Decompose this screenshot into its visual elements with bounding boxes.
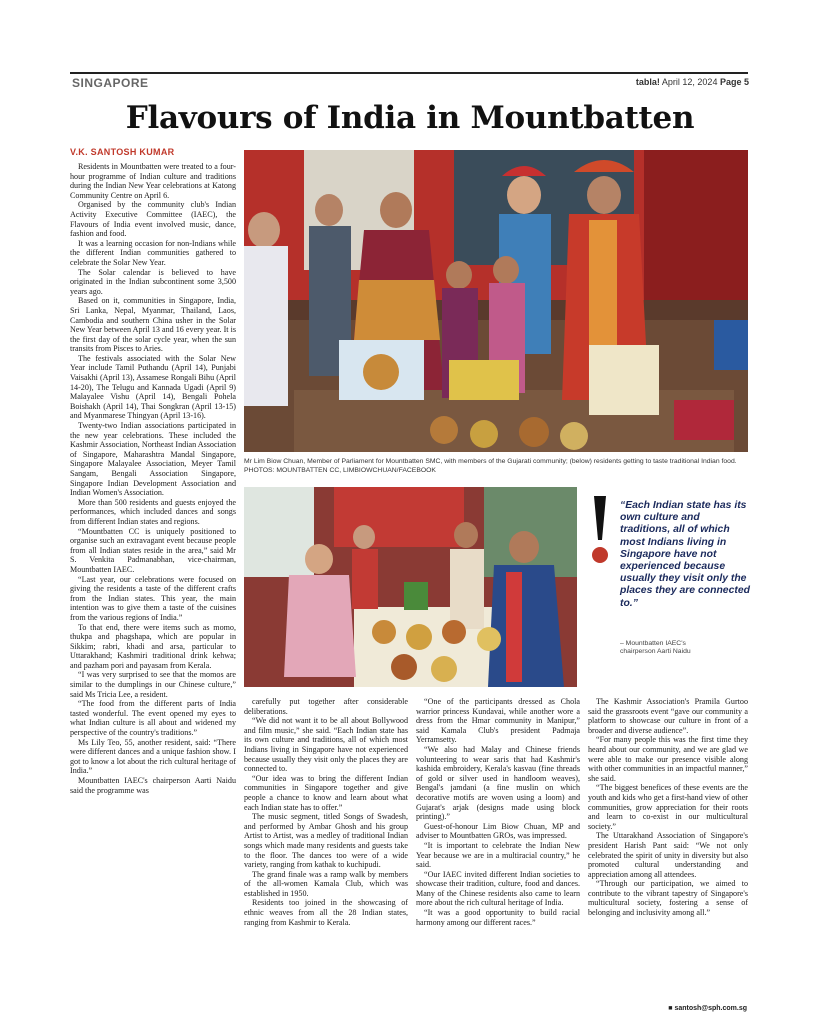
paragraph: “We also had Malay and Chinese friends volunteering to wear saris that had Kashmir's kashida embroidery, Kerala's kasvau (fine threads of gold or silver used in handloom weaves), Bengal's jamdani (a fine muslin on which decorative motifs are woven using a loom) and Gujarat's arjak (designs made using block printing).”	[416, 744, 580, 822]
issue-date: April 12, 2024	[661, 77, 718, 87]
paragraph: “The food from the different parts of India tasted wonderful. The event opened my eyes to what Indian culture is all about and widened my perspective of the country's traditions.”	[70, 699, 236, 738]
paragraph: “Last year, our celebrations were focused on giving the residents a taste of the different crafts from the Indian states. This year, the main intention was to give them a taste of the cuisines from the various regions of India.”	[70, 574, 236, 622]
paragraph: The Kashmir Association's Pramila Gurtoo said the grassroots event “gave our community a platform to showcase our culture in front of a broader and diverse audience”.	[588, 697, 748, 735]
publication-name: tabla!	[635, 77, 660, 87]
pullquote-mark-icon	[588, 494, 612, 566]
photo-credit: PHOTOS: MOUNTBATTEN CC, LIMBIOWCHUAN/FACEBOOK	[244, 466, 436, 474]
paragraph: Twenty-two Indian associations participated in the new year celebrations. These included the Kashmir Association, Northeast Indian Association of Singapore, Maharashtra Mandal Singapore, Singapore Malayalee Association, Meyer Tamil Sangam, Bengali Association Singapore, Singapore Indian Development Association and Indian Women's Association.	[70, 421, 236, 498]
paragraph: Residents in Mountbatten were treated to a four-hour programme of Indian culture and traditions during the Indian New Year celebrations at Katong Community Centre on April 6.	[70, 162, 236, 200]
body-column-2	[244, 697, 408, 1022]
paragraph: Ms Lily Teo, 55, another resident, said: “There were different dances and a unique fashion show. I got to know a lot about the rich cultural heritage of India.”	[70, 737, 236, 776]
paragraph: The Uttarakhand Association of Singapore's president Harish Pant said: “We not only celebrated the spirit of unity in diversity but also promoted cultural understanding and appreciation among all attendees.	[588, 831, 748, 879]
pullquote: “Each Indian state has its own culture and traditions, all of which most Indians living in Singapore have not experienced because usually they visit only the places they are connected to.”	[620, 500, 750, 609]
paragraph: Organised by the community club's Indian Activity Executive Committee (IAEC), the Flavours of India event involved music, dance, fashion and food.	[70, 200, 236, 239]
paragraph: “Our idea was to bring the different Indian communities in Singapore together and give people a chance to know and learn about what each Indian state has to offer.”	[244, 773, 408, 812]
second-photo	[244, 487, 577, 687]
byline: V.K. SANTOSH KUMAR	[70, 147, 175, 157]
caption-text: Mr Lim Biow Chuan, Member of Parliament for Mountbatten SMC, with members of the Gujarati community; (below) residents getting to taste traditional Indian food.	[244, 458, 737, 465]
paragraph: Guest-of-honour Lim Biow Chuan, MP and adviser to Mountbatten GROs, was impressed.	[416, 821, 580, 841]
paragraph: The grand finale was a ramp walk by members of the all-women Kamala Club, which was established in 1950.	[244, 869, 408, 898]
body-column-1	[70, 162, 236, 1022]
paragraph: The Solar calendar is believed to have originated in the Indian subcontinent some 3,500 years ago.	[70, 267, 236, 296]
paragraph: More than 500 residents and guests enjoyed the performances, which included dances and songs from different Indian states and regions.	[70, 497, 236, 526]
page-number: Page 5	[719, 77, 749, 87]
body-column-3	[416, 697, 580, 1022]
photo-caption	[244, 458, 748, 475]
paragraph: It was a learning occasion for non-Indians while the different Indian communities gathered to celebrate the Solar New Year.	[70, 238, 236, 267]
main-photo-image	[244, 150, 748, 452]
second-photo-image	[244, 487, 577, 687]
paragraph: carefully put together after considerable deliberations.	[244, 697, 408, 716]
author-email: ■ santosh@sph.com.sg	[668, 1005, 747, 1012]
paragraph: Mountbatten IAEC's chairperson Aarti Naidu said the programme was	[70, 776, 236, 795]
paragraph: The music segment, titled Songs of Swadesh, and performed by Ambar Ghosh and his group Artist to Artist, was a medley of traditional Indian songs which made many residents and guests take to the floor. The dances too were of a wide variety, ranging from kathak to kuchipudi.	[244, 812, 408, 870]
paragraph: Based on it, communities in Singapore, India, Sri Lanka, Nepal, Myanmar, Thailand, Laos, Cambodia and southern China usher in the Solar New Year between April 13 and 16 every year. It is the first day of the solar cycle year, when the sun transits from Pisces to Aries.	[70, 296, 236, 354]
header-rule	[70, 72, 748, 74]
paragraph: “The biggest benefices of these events are the youth and kids who get a first-hand view of other communities, grow appreciation for their roots and learn to co-exist in our multicultural society.”	[588, 783, 748, 831]
paragraph: “For many people this was the first time they heard about our community, and we are glad we were able to make our presence visible along with other communities in an impactful manner,” she said.	[588, 735, 748, 783]
pullquote-attribution-line-2: chairperson Aarti Naidu	[620, 648, 691, 656]
paragraph: “Mountbatten CC is uniquely positioned to organise such an extravagant event because people from all Indian states reside in the area,” said Mr S. Venkita Padmanabhan, vice-chairman, Mountbatten IAEC.	[70, 526, 236, 574]
paragraph: “Our IAEC invited different Indian societies to showcase their tradition, culture, food and dances. Many of the Chinese residents also came to learn more about the rich cultural heritage of India.	[416, 869, 580, 908]
paragraph: The festivals associated with the Solar New Year include Tamil Puthandu (April 14), Punjabi Vaisakhi (April 13), Assamese Rongali Bihu (April 14-20), The Telugu and Kannada Ugadi (April 9) Malayalee Vishu (April 14), Bengali Pohela Boishakh (April 14), Thai Songkran (April 13-15) and Myanmarese Thingyan (April 13-16).	[70, 353, 236, 421]
section-label: SINGAPORE	[72, 76, 149, 90]
paragraph: “One of the participants dressed as Chola warrior princess Kundavai, while another wore a dress from the Hmar community in Manipur,” said Kamala Club's president Padmaja Yerramsetty.	[416, 697, 580, 745]
paragraph: “Through our participation, we aimed to contribute to the vibrant tapestry of Singapore's multicultural society, fostering a sense of belonging and inclusivity among all.”	[588, 879, 748, 918]
pullquote-attribution-line-1: – Mountbatten IAEC's	[620, 640, 686, 647]
main-photo	[244, 150, 748, 452]
headline: Flavours of India in Mountbatten	[125, 100, 695, 136]
paragraph: Residents too joined in the showcasing of ethnic weaves from all the 28 Indian states, ranging from Kashmir to Kerala.	[244, 898, 408, 927]
pullquote-attribution	[620, 640, 750, 657]
body-column-4	[588, 697, 748, 1022]
paragraph: “It is important to celebrate the Indian New Year because we are in a multiracial country,” he said.	[416, 840, 580, 870]
paragraph: “It was a good opportunity to build racial harmony among our different races.”	[416, 908, 580, 927]
paragraph: “We did not want it to be all about Bollywood and film music,” she said. “Each Indian state has its own culture and traditions, all of which most Indians living in Singapore have not experienced because usually they visit only the places they are connected to.	[244, 716, 408, 774]
paragraph: “I was very surprised to see that the momos are similar to the dumplings in our Chinese culture,” said Ms Tricia Lee, a resident.	[70, 670, 236, 699]
paragraph: To that end, there were items such as momo, thukpa and phagshapa, which are popular in Sikkim; rabri, khadi and arsa, particular to Uttarakhand; Kashmiri traditional drink kehwa; and pazham pori and payasam from Kerala.	[70, 622, 236, 670]
author-email-text: santosh@sph.com.sg	[674, 1005, 747, 1012]
folio	[636, 77, 749, 87]
